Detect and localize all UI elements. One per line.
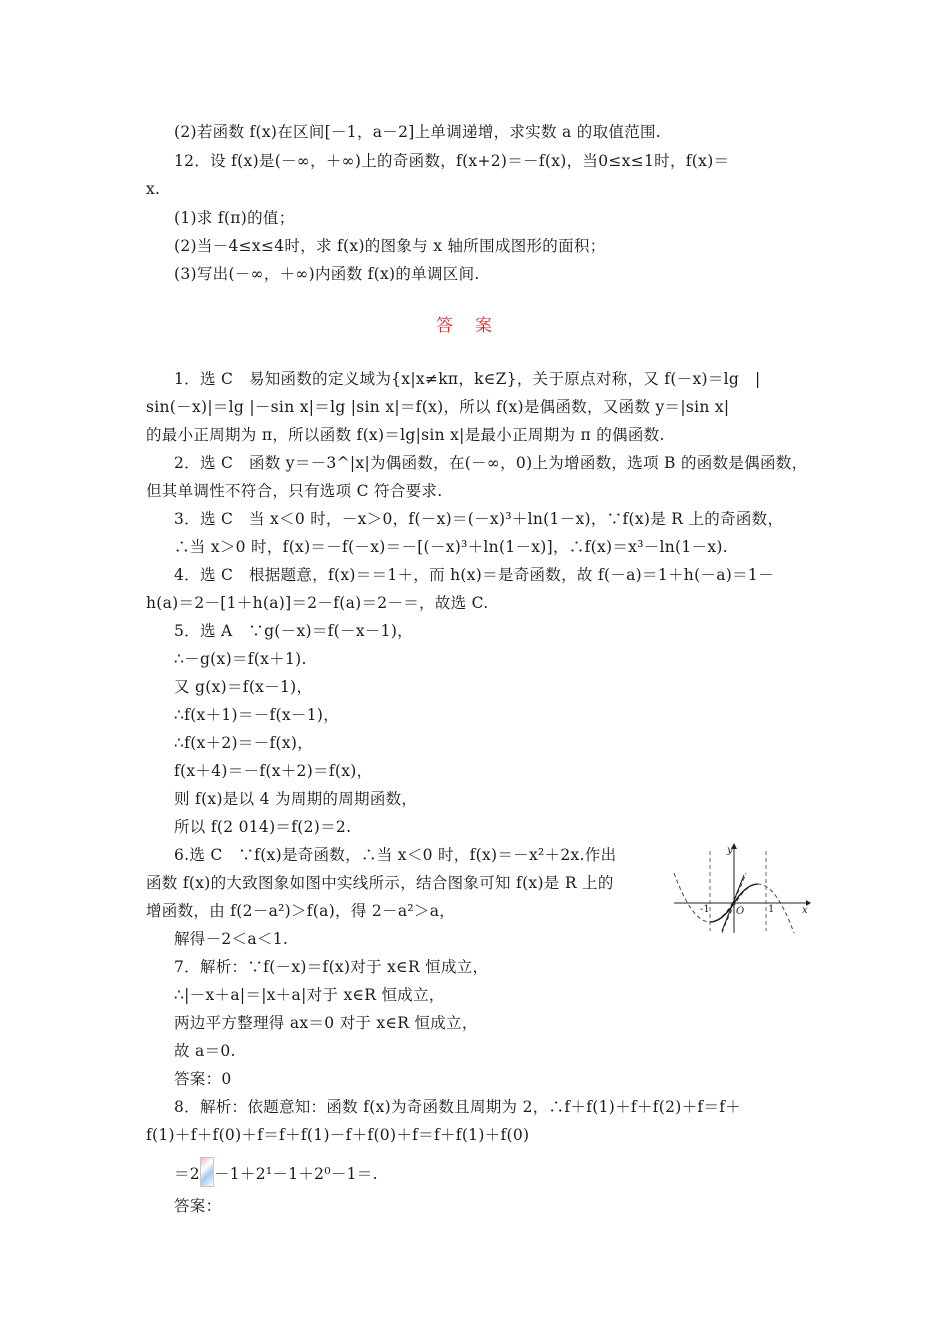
- answer-text: 7．解析：∵f(－x)＝f(x)对于 x∈R 恒成立，: [174, 958, 489, 976]
- function-graph: [672, 841, 812, 935]
- problem-text: (1)求 f(π)的值；: [174, 209, 295, 227]
- answer-text: 但其单调性不符合，只有选项 C 符合要求.: [146, 482, 443, 500]
- answer-text: 5．选 A ∵g(－x)＝f(－x－1)，: [174, 622, 413, 640]
- answer-text: 答案：: [174, 1197, 222, 1215]
- answer-text: ∴f(x＋2)＝－f(x)，: [174, 734, 314, 752]
- answer-text: 的最小正周期为 π，所以函数 f(x)＝lg|sin x|是最小正周期为 π 的偶函数.: [146, 426, 665, 444]
- answer-text: ∴当 x＞0 时，f(x)＝－f(－x)＝－[(－x)³＋ln(1－x)]，∴f(x)＝x³－ln(1－x).: [174, 538, 728, 556]
- problem-text: (3)写出(－∞，＋∞)内函数 f(x)的单调区间.: [174, 265, 480, 283]
- answers-title: 答案: [436, 316, 514, 336]
- origin-label: O: [736, 906, 745, 917]
- answer-text: f(x＋4)＝－f(x＋2)＝f(x)，: [174, 762, 373, 780]
- answer-text: 又 g(x)＝f(x－1)，: [174, 678, 313, 696]
- tick-label-neg-one: -1: [700, 904, 710, 915]
- answer-text: 则 f(x)是以 4 为周期的周期函数，: [174, 790, 418, 808]
- answer-8-expression: [174, 1157, 378, 1187]
- dashed-curve-right: [722, 884, 794, 933]
- problem-text: (2)当－4≤x≤4时，求 f(x)的图象与 x 轴所围成图形的面积；: [174, 237, 606, 255]
- answer-text: 解得－2＜a＜1.: [174, 930, 289, 948]
- answer-text: 8．解析：依题意知：函数 f(x)为奇函数且周期为 2，∴f＋f(1)＋f＋f(2)＋f＝f＋: [174, 1098, 742, 1116]
- answer-text: 两边平方整理得 ax＝0 对于 x∈R 恒成立，: [174, 1014, 478, 1032]
- x-label: x: [802, 905, 808, 916]
- answer-text: 函数 f(x)的大致图象如图中实线所示，结合图象可知 f(x)是 R 上的: [146, 874, 614, 892]
- answer-text: 答案：0: [174, 1070, 232, 1088]
- answer-text: 4．选 C 根据题意，f(x)＝＝1＋，而 h(x)＝是奇函数，故 f(－a)＝1＋h(－a)＝1－: [174, 566, 774, 584]
- answer-text: 6.选 C ∵f(x)是奇函数，∴当 x＜0 时，f(x)＝－x²＋2x.作出: [174, 846, 617, 864]
- formula-image-placeholder: [200, 1157, 214, 1187]
- answer-text: ∴－g(x)＝f(x＋1).: [174, 650, 307, 668]
- answer-text: h(a)＝2－[1＋h(a)]＝2－f(a)＝2－＝，故选 C.: [146, 594, 489, 612]
- answer-text: ∴|－x＋a|＝|x＋a|对于 x∈R 恒成立，: [174, 986, 445, 1004]
- answer-text: 所以 f(2 014)＝f(2)＝2.: [174, 818, 352, 836]
- answer-text: 2．选 C 函数 y＝－3^|x|为偶函数，在(－∞，0)上为增函数，选项 B 的函数是偶函数，: [174, 454, 808, 472]
- expression-start: ＝2: [174, 1165, 200, 1183]
- answer-text: 3．选 C 当 x＜0 时，－x＞0，f(－x)＝(－x)³＋ln(1－x)，∵f(x)是 R 上的奇函数，: [174, 510, 784, 528]
- expression-end: －1＋2¹－1＋2⁰－1＝.: [213, 1165, 378, 1183]
- answer-text: 1．选 C 易知函数的定义域为{x|x≠kπ，k∈Z}，关于原点对称，又 f(－x)＝lg |: [174, 370, 761, 388]
- tick-label-one: 1: [768, 904, 775, 915]
- problem-text: 12．设 f(x)是(－∞，＋∞)上的奇函数，f(x+2)＝－f(x)，当0≤x≤1时，f(x)＝: [174, 152, 730, 170]
- answer-text: 增函数，由 f(2－a²)＞f(a)，得 2－a²＞a，: [146, 902, 456, 920]
- y-label: y: [727, 845, 733, 856]
- problem-text: (2)若函数 f(x)在区间[－1，a－2]上单调递增，求实数 a 的取值范围.: [174, 123, 662, 141]
- problem-text: x.: [146, 180, 161, 198]
- answer-text: sin(－x)|＝lg |－sin x|＝lg |sin x|＝f(x)，所以 f(x)是偶函数，又函数 y＝|sin x|: [146, 398, 730, 416]
- answer-text: ∴f(x＋1)＝－f(x－1)，: [174, 706, 340, 724]
- answer-text: f(1)＋f＋f(0)＋f＝f＋f(1)－f＋f(0)＋f＝f＋f(1)＋f(0): [146, 1126, 530, 1144]
- answer-text: 故 a＝0.: [174, 1042, 236, 1060]
